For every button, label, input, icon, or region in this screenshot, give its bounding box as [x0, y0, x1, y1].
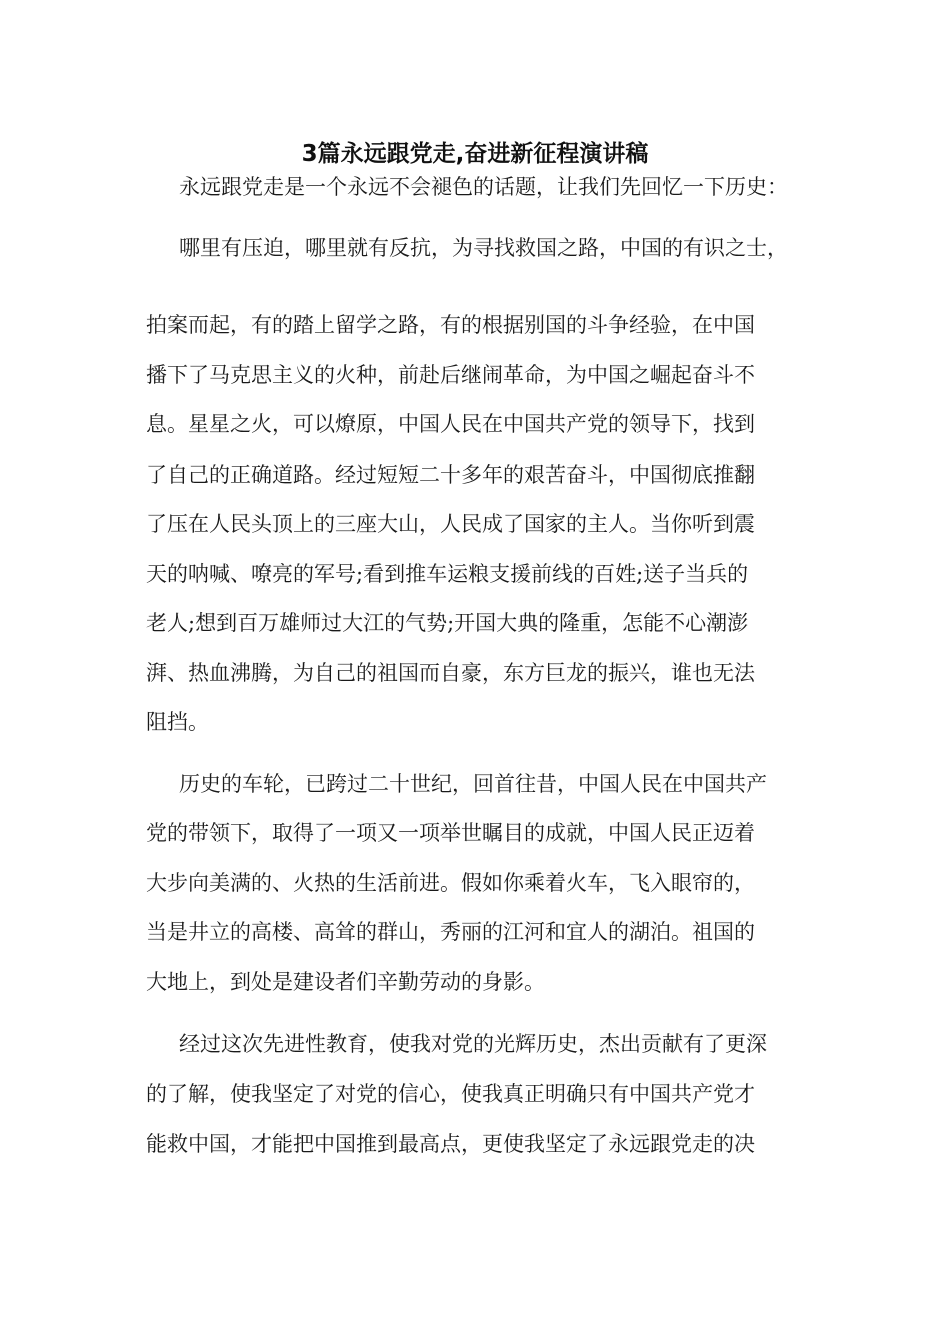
- page-title: 3篇永远跟党走,奋进新征程演讲稿: [301, 141, 649, 167]
- paragraph-2-line-10: 阻挡。: [146, 710, 209, 734]
- paragraph-2-line-9: 湃、热血沸腾，为自己的祖国而自豪，东方巨龙的振兴，谁也无法: [146, 661, 755, 685]
- paragraph-3-line-5: 大地上，到处是建设者们辛勤劳动的身影。: [146, 970, 545, 994]
- paragraph-2-line-2: 拍案而起，有的踏上留学之路，有的根据别国的斗争经验，在中国: [146, 313, 755, 337]
- paragraph-2-line-5: 了自己的正确道路。经过短短二十多年的艰苦奋斗，中国彻底推翻: [146, 463, 755, 487]
- paragraph-3-line-2: 党的带领下，取得了一项又一项举世瞩目的成就，中国人民正迈着: [146, 821, 755, 845]
- paragraph-3-line-3: 大步向美满的、火热的生活前进。假如你乘着火车，飞入眼帘的，: [146, 871, 755, 895]
- paragraph-4-line-2: 的了解，使我坚定了对党的信心，使我真正明确只有中国共产党才: [146, 1082, 755, 1106]
- paragraph-4-line-1: 经过这次先进性教育，使我对党的光辉历史，杰出贡献有了更深: [179, 1032, 767, 1056]
- paragraph-3-line-4: 当是井立的高楼、高耸的群山，秀丽的江河和宜人的湖泊。祖国的: [146, 920, 755, 944]
- paragraph-2-line-8: 老人;想到百万雄师过大江的气势;开国大典的隆重，怎能不心潮澎: [146, 611, 749, 635]
- paragraph-1-line-1: 永远跟党走是一个永远不会褪色的话题，让我们先回忆一下历史：: [179, 175, 788, 199]
- paragraph-4-line-3: 能救中国，才能把中国推到最高点，更使我坚定了永远跟党走的决: [146, 1132, 755, 1156]
- paragraph-3-line-1: 历史的车轮，已跨过二十世纪，回首往昔，中国人民在中国共产: [179, 772, 767, 796]
- paragraph-2-line-6: 了压在人民头顶上的三座大山，人民成了国家的主人。当你听到震: [146, 512, 755, 536]
- paragraph-2-line-4: 息。星星之火，可以燎原，中国人民在中国共产党的领导下，找到: [146, 412, 755, 436]
- paragraph-2-line-7: 天的呐喊、嘹亮的军号;看到推车运粮支援前线的百姓;送子当兵的: [146, 562, 749, 586]
- paragraph-2-line-1: 哪里有压迫，哪里就有反抗，为寻找救国之路，中国的有识之士，: [179, 236, 788, 260]
- paragraph-2-line-3: 播下了马克思主义的火种，前赴后继闹革命，为中国之崛起奋斗不: [146, 363, 755, 387]
